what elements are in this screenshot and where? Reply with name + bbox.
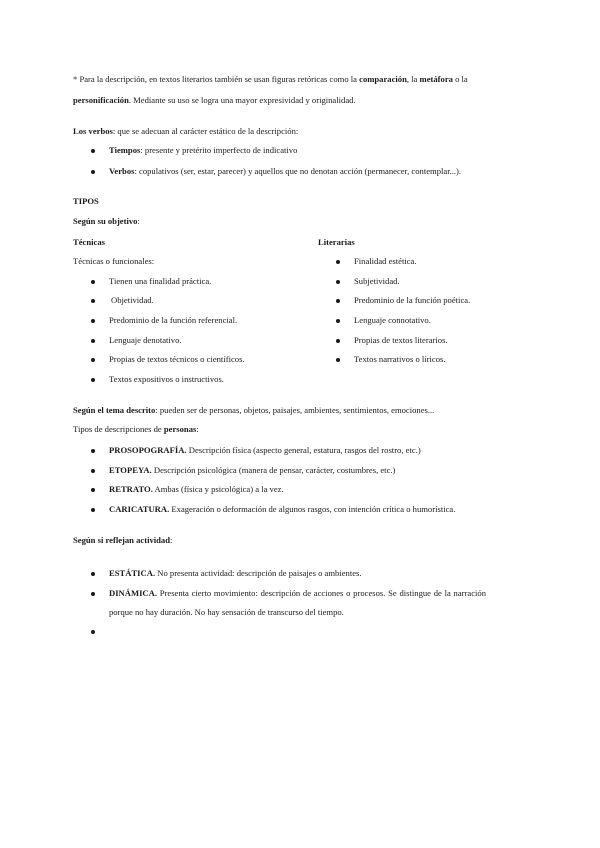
item-text: Presenta cierto movimiento: descripción de acciones o procesos. Se distingue de la narración (156, 588, 486, 598)
intro-text: , la (406, 74, 420, 84)
term-metafora: metáfora (419, 74, 453, 84)
colon: : (137, 216, 140, 226)
tipos-heading: TIPOS (73, 196, 99, 206)
bullet-icon (91, 378, 95, 382)
item-text: : presente y pretérito imperfecto de indicativo (140, 145, 298, 155)
item-term: Tiempos (109, 145, 141, 155)
bullet-icon (91, 488, 95, 492)
list-item: Lenguaje connotativo. (354, 315, 431, 325)
list-item: Predominio de la función poética. (354, 295, 471, 305)
item-term: DINÁMICA. (109, 588, 157, 598)
intro-text: . Mediante su uso se logra una mayor expresividad y originalidad. (128, 95, 356, 105)
personas-line (73, 424, 199, 435)
list-item: Tienen una finalidad práctica. (109, 276, 212, 286)
literarias-title: Literarias (318, 237, 355, 247)
list-item (109, 445, 421, 456)
list-item (109, 166, 461, 177)
item-term: Verbos (109, 166, 135, 176)
verbos-title: Los verbos (73, 126, 113, 136)
intro-text: o la (452, 74, 468, 84)
item-text: Descripción psicológica (manera de pensar, carácter, costumbres, etc.) (151, 465, 396, 475)
list-item (109, 568, 362, 579)
bullet-icon (91, 339, 95, 343)
bullet-icon (91, 319, 95, 323)
personas-text: Tipos de descripciones de (73, 424, 164, 434)
verbos-text: : que se adecuan al carácter estático de la descripción: (112, 126, 299, 136)
actividad-heading (73, 535, 172, 546)
bullet-icon (91, 149, 95, 153)
bullet-icon (336, 358, 340, 362)
item-text: Descripción física (aspecto general, estatura, rasgos del rostro, etc.) (186, 445, 421, 455)
list-item (109, 504, 455, 515)
bullet-icon (91, 508, 95, 512)
list-item (109, 484, 284, 495)
list-item: Propias de textos literarios. (354, 335, 448, 345)
intro-line-2 (73, 95, 356, 106)
item-term: RETRATO. (109, 484, 153, 494)
list-item: Objetividad. (111, 295, 154, 305)
bullet-icon (336, 260, 340, 264)
item-term: ETOPEYA. (109, 465, 152, 475)
item-term: ESTÁTICA. (109, 568, 156, 578)
list-item: Lenguaje denotativo. (109, 335, 182, 345)
list-item (109, 588, 486, 599)
term-comparacion: comparación (359, 74, 407, 84)
tecnicas-subtitle: Técnicas o funcionales: (73, 256, 155, 266)
intro-text: * Para la descripción, en textos literarios también se usan figuras retóricas como la (73, 74, 360, 84)
item-term: CARICATURA. (109, 504, 170, 514)
bullet-icon (336, 319, 340, 323)
list-item: Textos narrativos o líricos. (354, 354, 446, 364)
bullet-icon (91, 572, 95, 576)
bullet-icon (91, 299, 95, 303)
bullet-icon (336, 299, 340, 303)
bullet-icon (91, 592, 95, 596)
list-item: Finalidad estética. (354, 256, 417, 266)
list-item: Predominio de la función referencial. (109, 315, 238, 325)
list-item-continuation: porque no hay duración. No hay sensación de transcurso del tiempo. (109, 607, 344, 617)
list-item: Subjetividad. (354, 276, 400, 286)
item-text: No presenta actividad: descripción de paisajes o ambientes. (155, 568, 362, 578)
item-text: Ambas (física y psicológica) a la vez. (152, 484, 284, 494)
term-personas: personas (163, 424, 197, 434)
tema-heading (73, 405, 434, 416)
objetivo-label: Según su objetivo (73, 216, 138, 226)
verbos-heading (73, 126, 298, 137)
colon: : (170, 535, 173, 545)
list-item (109, 465, 395, 476)
colon: : (196, 424, 199, 434)
list-item (109, 145, 297, 156)
bullet-icon (336, 339, 340, 343)
bullet-icon (91, 170, 95, 174)
item-text: Exageración o deformación de algunos rasgos, con intención crítica o humorística. (169, 504, 456, 514)
actividad-label: Según si reflejan actividad (73, 535, 171, 545)
objetivo-heading (73, 216, 140, 227)
bullet-icon (91, 358, 95, 362)
list-item: Textos expositivos o instructivos. (109, 374, 224, 384)
bullet-icon (91, 280, 95, 284)
intro-line-1 (73, 74, 468, 85)
item-term: PROSOPOGRAFÍA. (109, 445, 187, 455)
list-item: Propias de textos técnicos o científicos. (109, 354, 245, 364)
tema-text: : pueden ser de personas, objetos, paisajes, ambientes, sentimientos, emociones... (155, 405, 435, 415)
tema-label: Según el tema descrito (73, 405, 156, 415)
bullet-icon (91, 449, 95, 453)
bullet-icon (91, 469, 95, 473)
bullet-icon (336, 280, 340, 284)
tecnicas-title: Técnicas (73, 237, 105, 247)
item-text: : copulativos (ser, estar, parecer) y aquellos que no denotan acción (permanecer, contemplar...). (134, 166, 462, 176)
bullet-icon (91, 630, 95, 634)
term-personificacion: personificación (73, 95, 129, 105)
